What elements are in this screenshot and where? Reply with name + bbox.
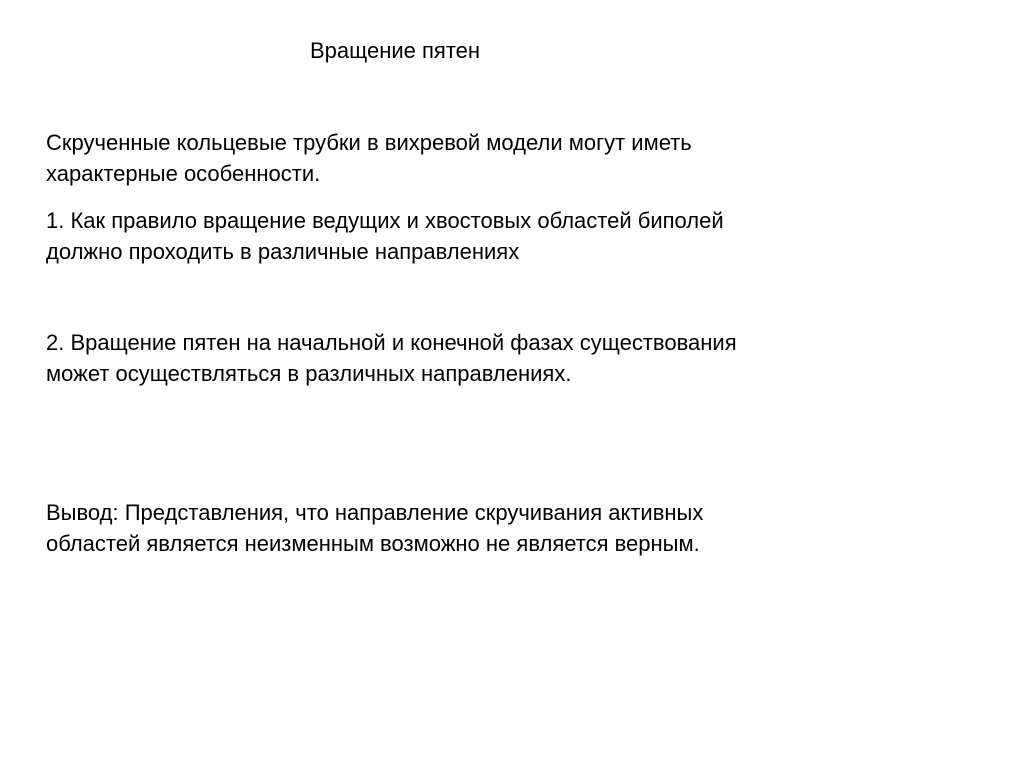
point-1-paragraph — [46, 205, 724, 267]
point-1-line-1: 1. Как правило вращение ведущих и хвостовых областей биполей — [46, 208, 724, 233]
intro-line-1: Скрученные кольцевые трубки в вихревой модели могут иметь — [46, 130, 692, 155]
conclusion-line-2: областей является неизменным возможно не является верным. — [46, 531, 700, 556]
point-1-line-2: должно проходить в различные направлениях — [46, 239, 520, 264]
slide-title: Вращение пятен — [310, 38, 481, 63]
point-2-line-2: может осуществляться в различных направлениях. — [46, 361, 572, 386]
conclusion-paragraph — [46, 497, 703, 559]
intro-line-2: характерные особенности. — [46, 161, 321, 186]
point-2-paragraph — [46, 327, 737, 389]
intro-paragraph — [46, 127, 692, 189]
conclusion-line-1: Вывод: Представления, что направление скручивания активных — [46, 500, 704, 525]
point-2-line-1: 2. Вращение пятен на начальной и конечной фазах существования — [46, 330, 737, 355]
